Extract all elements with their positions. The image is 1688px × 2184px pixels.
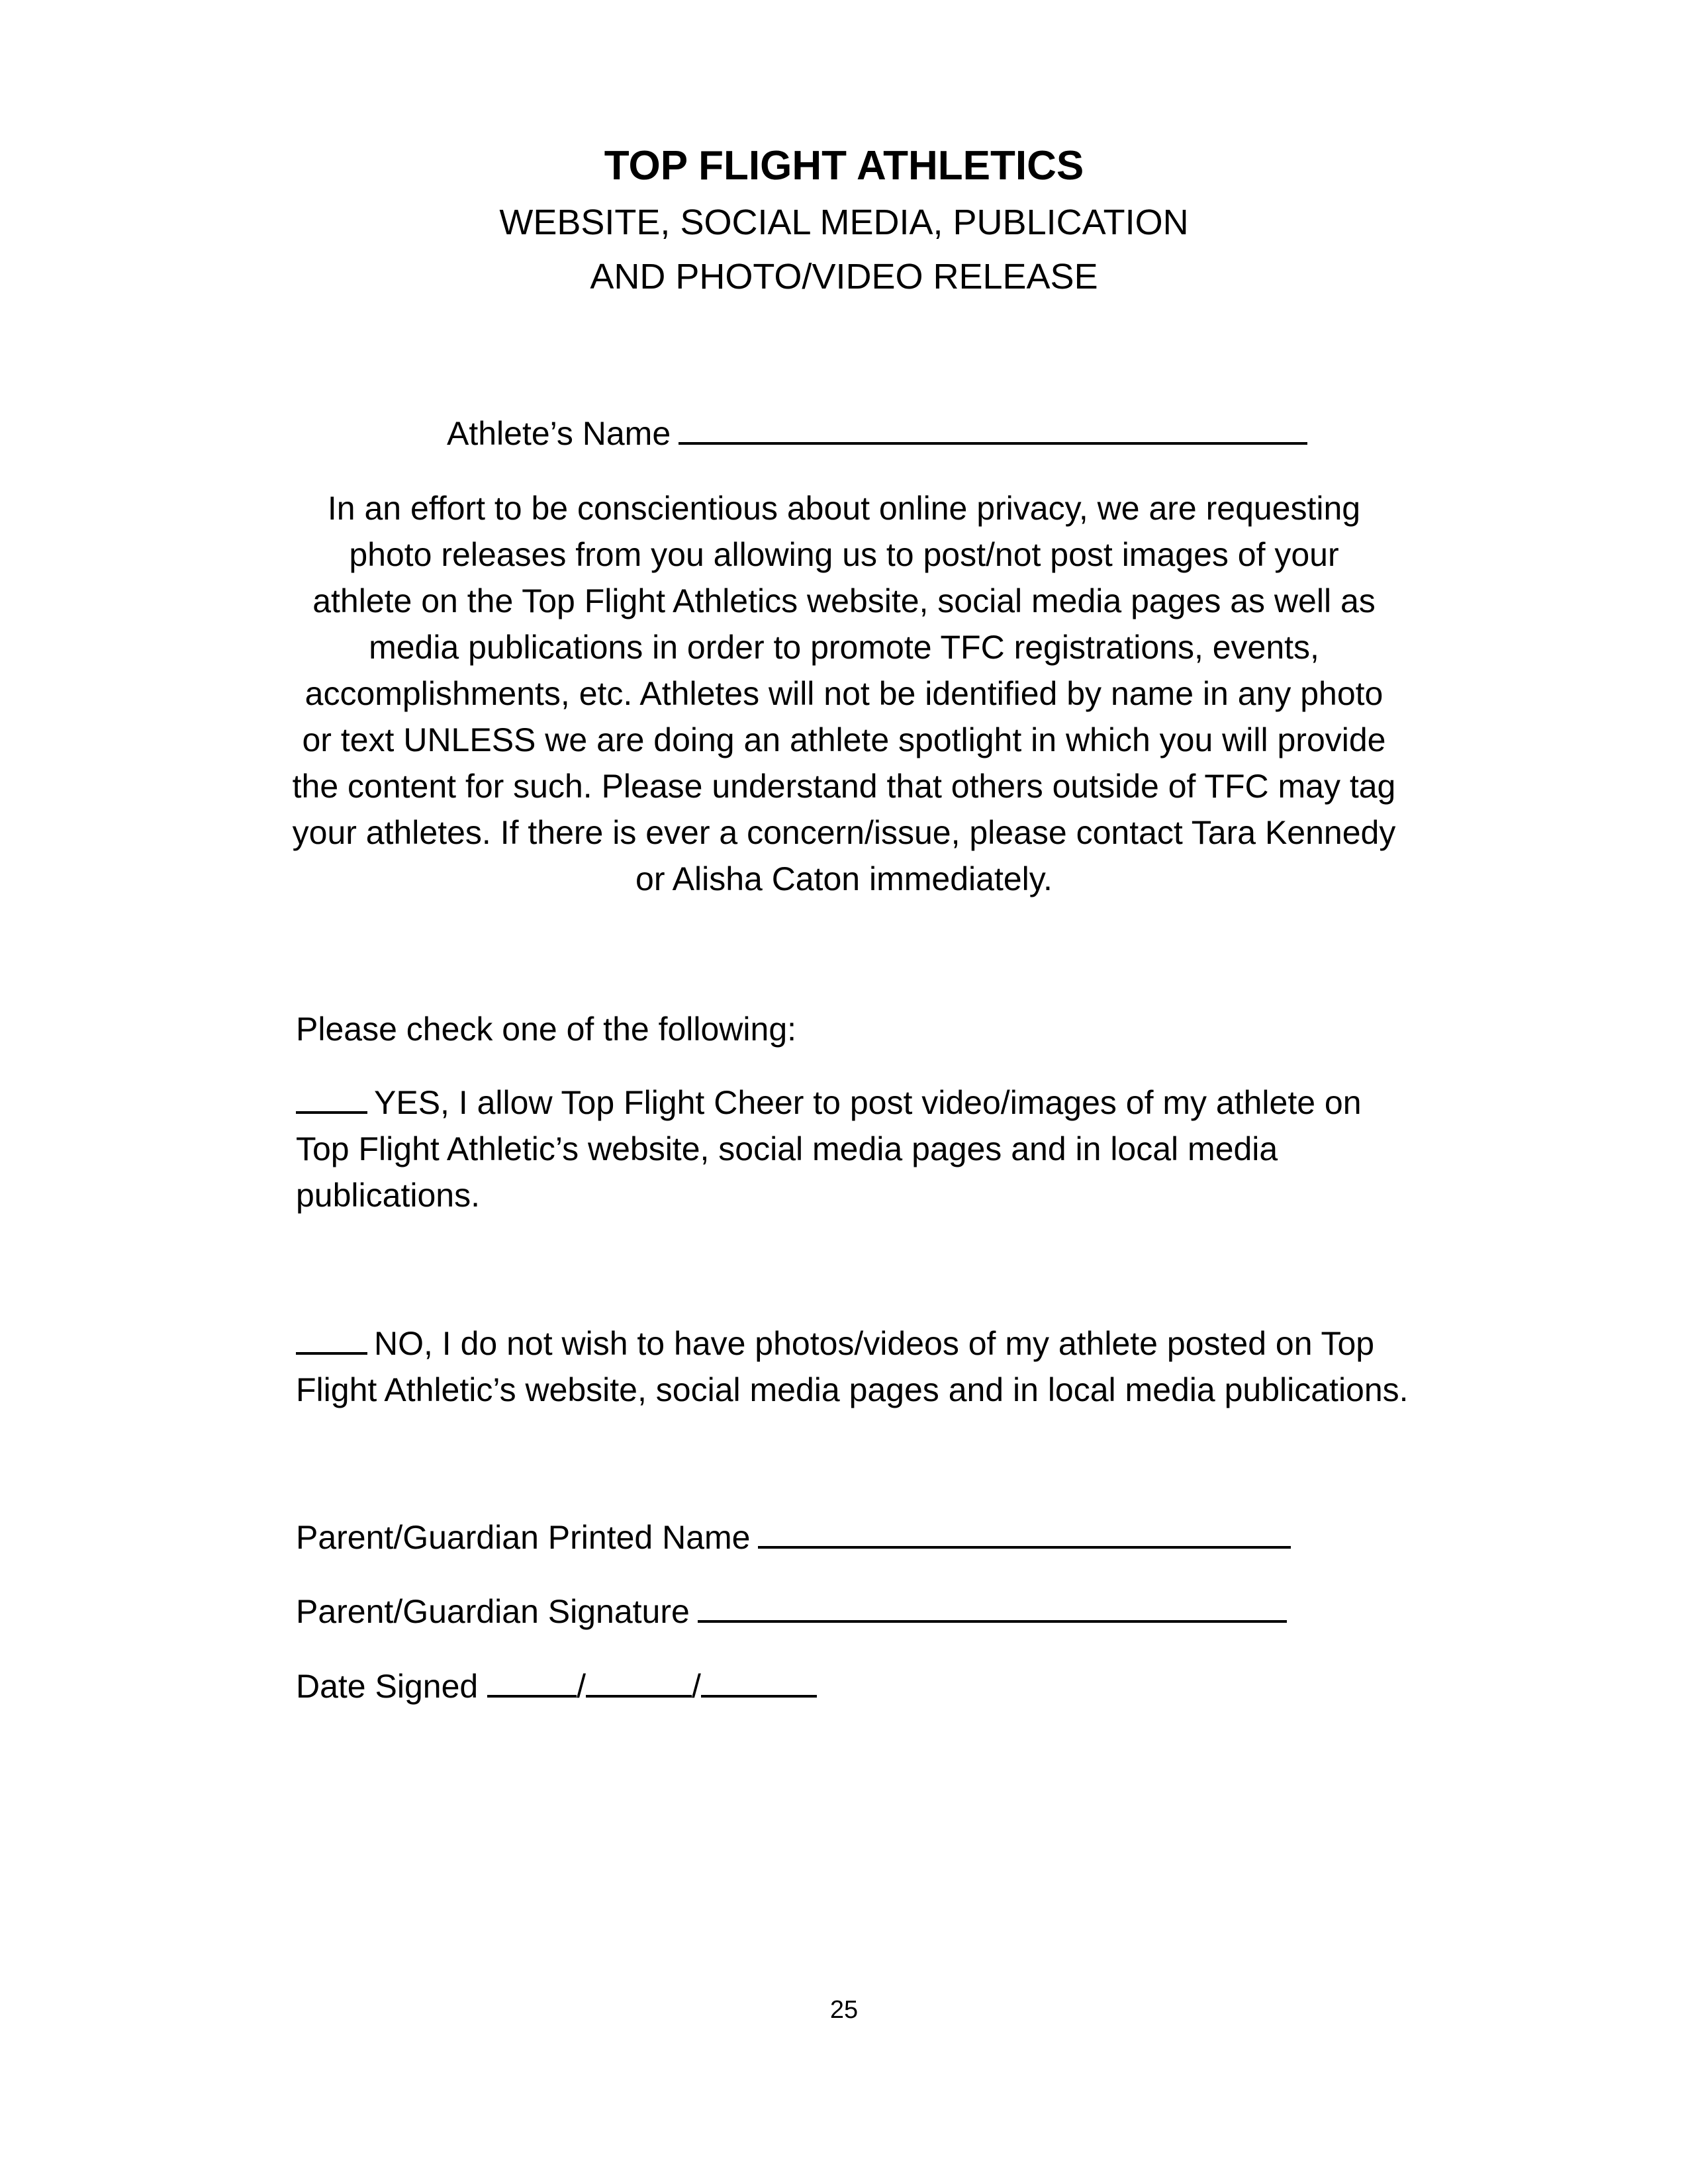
intro-line: or Alisha Caton immediately. xyxy=(635,860,1053,897)
printed-name-row xyxy=(296,1518,1291,1557)
date-separator: / xyxy=(692,1668,701,1705)
intro-line: athlete on the Top Flight Athletics website, social media pages as well as xyxy=(312,582,1376,619)
document-title: TOP FLIGHT ATHLETICS xyxy=(604,143,1084,189)
document-subtitle-line-2: AND PHOTO/VIDEO RELEASE xyxy=(590,257,1098,296)
intro-line: media publications in order to promote TFC registrations, events, xyxy=(369,629,1319,666)
date-label: Date Signed xyxy=(296,1668,479,1705)
page-number: 25 xyxy=(829,1996,859,2024)
yes-option-row xyxy=(296,1083,1362,1122)
intro-line: photo releases from you allowing us to post/not post images of your xyxy=(349,536,1339,573)
document-subtitle-line-1: WEBSITE, SOCIAL MEDIA, PUBLICATION xyxy=(499,203,1189,242)
yes-option-text: YES, I allow Top Flight Cheer to post video/images of my athlete on xyxy=(374,1084,1362,1121)
yes-option-line-3: publications. xyxy=(296,1177,480,1214)
intro-line: the content for such. Please understand that others outside of TFC may tag xyxy=(292,768,1396,805)
signature-row xyxy=(296,1592,1287,1631)
intro-line: or text UNLESS we are doing an athlete spotlight in which you will provide xyxy=(302,721,1386,758)
yes-checkbox-blank[interactable] xyxy=(296,1085,367,1114)
signature-field[interactable] xyxy=(698,1594,1287,1623)
no-option-text: NO, I do not wish to have photos/videos of my athlete posted on Top xyxy=(374,1325,1375,1362)
athlete-name-row xyxy=(447,414,1307,453)
intro-line: your athletes. If there is ever a concern/issue, please contact Tara Kennedy xyxy=(292,814,1396,851)
no-option-line-2: Flight Athletic’s website, social media pages and in local media publications. xyxy=(296,1371,1409,1408)
intro-line: In an effort to be conscientious about online privacy, we are requesting xyxy=(327,490,1361,527)
athlete-name-field[interactable] xyxy=(679,416,1307,445)
printed-name-field[interactable] xyxy=(758,1520,1291,1549)
signature-label: Parent/Guardian Signature xyxy=(296,1593,690,1630)
date-separator: / xyxy=(577,1668,586,1705)
date-month-field[interactable] xyxy=(487,1668,577,1698)
date-year-field[interactable] xyxy=(701,1668,817,1698)
date-day-field[interactable] xyxy=(586,1668,692,1698)
instruction-text: Please check one of the following: xyxy=(296,1011,797,1048)
athlete-name-label: Athlete’s Name xyxy=(447,415,671,452)
no-option-row xyxy=(296,1324,1374,1363)
intro-line: accomplishments, etc. Athletes will not be identified by name in any photo xyxy=(305,675,1383,712)
yes-option-line-2: Top Flight Athletic’s website, social media pages and in local media xyxy=(296,1130,1278,1167)
printed-name-label: Parent/Guardian Printed Name xyxy=(296,1519,751,1556)
no-checkbox-blank[interactable] xyxy=(296,1326,367,1355)
date-row xyxy=(296,1666,817,1706)
